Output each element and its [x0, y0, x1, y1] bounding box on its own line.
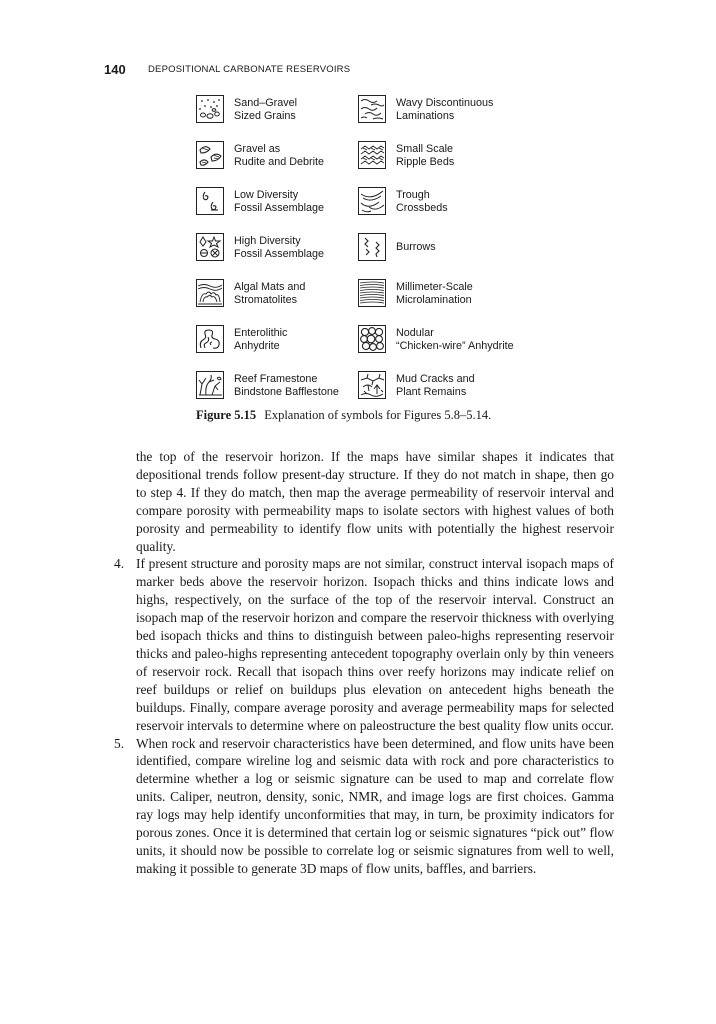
- legend-label-line1: Algal Mats and: [234, 281, 306, 293]
- symbol-legend: [196, 95, 536, 405]
- page-header: [104, 62, 624, 80]
- figure-caption: [196, 408, 636, 423]
- legend-label-line1: Mud Cracks and: [396, 373, 475, 385]
- legend-label-line1: Nodular: [396, 327, 434, 339]
- low-diversity-fossil-icon: [197, 188, 223, 214]
- legend-label-line2: Sized Grains: [234, 110, 296, 122]
- nodular-anhydrite-icon: [359, 326, 385, 352]
- running-head: DEPOSITIONAL CARBONATE RESERVOIRS: [148, 64, 351, 75]
- high-diversity-fossil-icon: [197, 234, 223, 260]
- legend-item-gravel-rudite: [196, 141, 366, 171]
- body-text: [114, 448, 614, 878]
- legend-label-line1: Millimeter-Scale: [396, 281, 473, 293]
- step-text: When rock and reservoir characteristics have been determined, and flow units have been identified, compare wireline log and seismic data with rock and pore characteristics to determine whether a log or seismic signature can be used to map and correlate flow units. Caliper, neutron, density, sonic, NMR, and image logs are first choices. Gamma ray logs may help identify unconformities that may, in turn, be proximity indicators for porous zones. Once it is determined that certain log or seismic signatures “pick out” flow units, it should now be possible to correlate log or seismic signatures from well to well, making it possible to generate 3D maps of flow units, baffles, and barriers.: [136, 735, 614, 876]
- legend-label-line2: Bindstone Bafflestone: [234, 386, 339, 398]
- legend-label-line1: Burrows: [396, 241, 436, 253]
- burrows-icon: [359, 234, 385, 260]
- gravel-rudite-icon: [197, 142, 223, 168]
- microlamination-icon: [359, 280, 385, 306]
- legend-label-line1: Enterolithic: [234, 327, 288, 339]
- legend-label-line2: Ripple Beds: [396, 156, 455, 168]
- legend-item-ripple-beds: [358, 141, 528, 171]
- legend-label-line2: Microlamination: [396, 294, 472, 306]
- step-5: [114, 735, 614, 878]
- legend-item-nodular-anhydrite: [358, 325, 528, 355]
- caption-text: Explanation of symbols for Figures 5.8–5.14.: [264, 408, 492, 422]
- legend-label-line2: Laminations: [396, 110, 455, 122]
- trough-crossbeds-icon: [359, 188, 385, 214]
- step-text: If present structure and porosity maps are not similar, construct interval isopach maps of marker beds above the reservoir horizon. Isopach thicks and thins indicate lows and highs, respectively, on the surface of the top of the reservoir interval. Construct an isopach map of the reservoir horizon and compare the reservoir thickness with overlying bed isopach thicks and thins to distinguish between paleo-highs representing reservoir thicks and paleo-highs representing antecedent topography overlain only by thin veneers of reservoir rock. Recall that isopach thins over reefy horizons may indicate relief on reef buildups or relief on buildups plus elevation on antecedent highs beneath the buildups. Finally, compare average porosity and average permeability maps for selected reservoir intervals to determine where on paleostructure the best quality flow units occur.: [136, 556, 614, 733]
- legend-item-microlamination: [358, 279, 528, 309]
- legend-item-wavy-laminations: [358, 95, 528, 125]
- legend-label-line1: Reef Framestone: [234, 373, 318, 385]
- page-number: 140: [104, 62, 126, 77]
- legend-label-line1: Trough: [396, 189, 430, 201]
- algal-mats-icon: [197, 280, 223, 306]
- legend-label-line2: “Chicken-wire” Anhydrite: [396, 340, 514, 352]
- legend-item-enterolithic: [196, 325, 366, 355]
- step-number: 5.: [114, 735, 125, 751]
- legend-item-trough-crossbeds: [358, 187, 528, 217]
- legend-label-line2: Fossil Assemblage: [234, 202, 325, 214]
- legend-label-line1: Sand–Gravel: [234, 97, 298, 109]
- figure-label: Figure 5.15: [196, 408, 257, 422]
- enterolithic-anhydrite-icon: [197, 326, 223, 352]
- legend-item-algal-mats: [196, 279, 366, 309]
- legend-item-mud-cracks: [358, 371, 528, 401]
- ripple-beds-icon: [359, 142, 385, 168]
- legend-item-reef-framestone: [196, 371, 366, 401]
- legend-label-line2: Fossil Assemblage: [234, 248, 325, 260]
- mud-cracks-icon: [359, 372, 385, 398]
- legend-label-line2: Stromatolites: [234, 294, 298, 306]
- legend-item-burrows: [358, 233, 528, 263]
- legend-item-high-diversity: [196, 233, 366, 263]
- paragraph-continuation: the top of the reservoir horizon. If the maps have similar shapes it indicates that depositional trends follow present-day structure. If they do not match in shape, then go to step 4. If they do match, then map the average permeability of reservoir interval and compare porosity with permeability maps to isolate sectors with highest values of both porosity and permeability to identify flow units with potentially the highest reservoir quality.: [136, 449, 614, 554]
- legend-label-line1: Low Diversity: [234, 189, 299, 201]
- legend-label-line1: Small Scale: [396, 143, 454, 155]
- reef-framestone-icon: [197, 372, 223, 398]
- legend-label-line1: Gravel as: [234, 143, 281, 155]
- legend-label-line2: Crossbeds: [396, 202, 448, 214]
- legend-label-line1: Wavy Discontinuous: [396, 97, 494, 109]
- legend-label-line2: Rudite and Debrite: [234, 156, 325, 168]
- sand-gravel-icon: [197, 96, 223, 122]
- step-4: [114, 555, 614, 734]
- legend-item-sand-gravel: [196, 95, 366, 125]
- legend-label-line2: Plant Remains: [396, 386, 467, 398]
- step-number: 4.: [114, 556, 125, 572]
- legend-label-line2: Anhydrite: [234, 340, 280, 352]
- legend-label-line1: High Diversity: [234, 235, 301, 247]
- wavy-laminations-icon: [359, 96, 385, 122]
- legend-item-low-diversity: [196, 187, 366, 217]
